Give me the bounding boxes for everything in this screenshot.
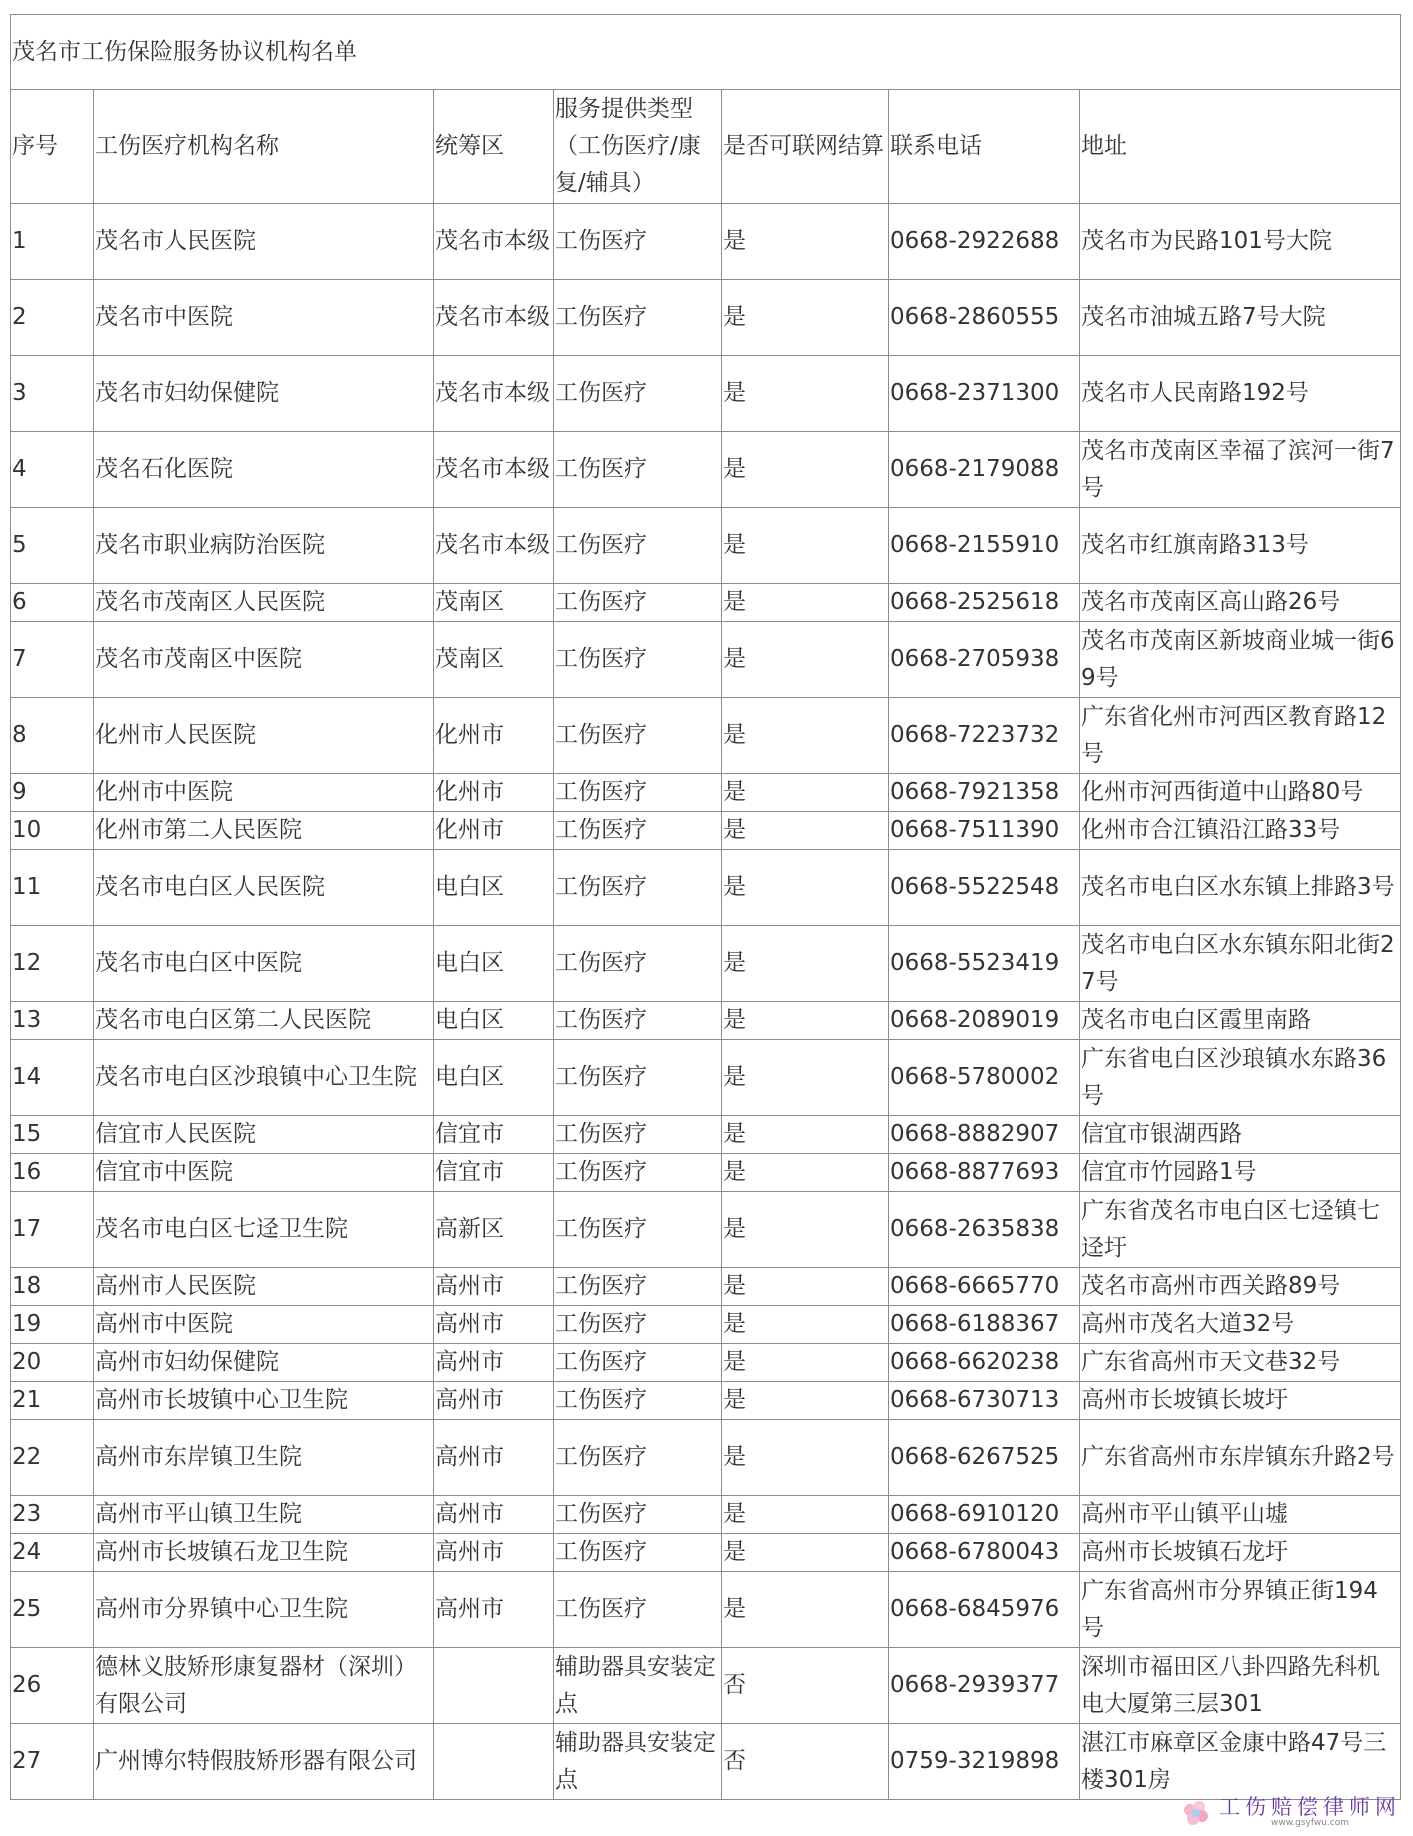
cell-phone: 0668-7223732	[889, 698, 1080, 774]
cell-online: 是	[722, 508, 889, 584]
cell-name: 茂名市电白区七迳卫生院	[94, 1192, 434, 1268]
cell-no: 9	[11, 774, 94, 812]
title-row	[11, 15, 1401, 90]
cell-phone: 0668-6730713	[889, 1382, 1080, 1420]
cell-type: 工伤医疗	[554, 1040, 722, 1116]
cell-name: 茂名市电白区人民医院	[94, 850, 434, 926]
cell-area: 高州市	[434, 1382, 554, 1420]
cell-type: 工伤医疗	[554, 356, 722, 432]
cell-name: 茂名市妇幼保健院	[94, 356, 434, 432]
cell-area: 茂名市本级	[434, 432, 554, 508]
cell-online: 是	[722, 812, 889, 850]
cell-phone: 0668-8877693	[889, 1154, 1080, 1192]
cell-type: 工伤医疗	[554, 432, 722, 508]
table-row	[11, 622, 1401, 698]
cell-type: 工伤医疗	[554, 812, 722, 850]
cell-online: 否	[722, 1648, 889, 1724]
cell-online: 是	[722, 1382, 889, 1420]
cell-phone: 0668-7921358	[889, 774, 1080, 812]
cell-area: 电白区	[434, 1002, 554, 1040]
cell-no: 21	[11, 1382, 94, 1420]
cell-no: 10	[11, 812, 94, 850]
cell-name: 茂名市电白区沙琅镇中心卫生院	[94, 1040, 434, 1116]
cell-type: 工伤医疗	[554, 1306, 722, 1344]
cell-type: 工伤医疗	[554, 1420, 722, 1496]
cell-phone: 0668-6780043	[889, 1534, 1080, 1572]
cell-phone: 0668-6188367	[889, 1306, 1080, 1344]
cell-type: 工伤医疗	[554, 584, 722, 622]
header-name: 工伤医疗机构名称	[94, 90, 434, 204]
cell-online: 是	[722, 1154, 889, 1192]
cell-no: 16	[11, 1154, 94, 1192]
cell-no: 24	[11, 1534, 94, 1572]
cell-type: 工伤医疗	[554, 1382, 722, 1420]
cell-area	[434, 1648, 554, 1724]
cell-type: 辅助器具安装定点	[554, 1648, 722, 1724]
cell-area: 高州市	[434, 1306, 554, 1344]
table-row	[11, 1648, 1401, 1724]
document	[10, 14, 1400, 1800]
cell-type: 工伤医疗	[554, 698, 722, 774]
cell-phone: 0668-2525618	[889, 584, 1080, 622]
cell-name: 茂名市职业病防治医院	[94, 508, 434, 584]
cell-phone: 0668-2155910	[889, 508, 1080, 584]
table-row	[11, 1192, 1401, 1268]
cell-address: 茂名市电白区霞里南路	[1080, 1002, 1401, 1040]
cell-address: 茂名市电白区水东镇上排路3号	[1080, 850, 1401, 926]
cell-name: 高州市东岸镇卫生院	[94, 1420, 434, 1496]
cell-address: 茂名市油城五路7号大院	[1080, 280, 1401, 356]
cell-phone: 0668-6910120	[889, 1496, 1080, 1534]
cell-online: 是	[722, 1116, 889, 1154]
cell-online: 是	[722, 1268, 889, 1306]
cell-phone: 0668-6620238	[889, 1344, 1080, 1382]
header-online: 是否可联网结算	[722, 90, 889, 204]
cell-online: 是	[722, 1534, 889, 1572]
cell-area: 茂名市本级	[434, 280, 554, 356]
cell-type: 工伤医疗	[554, 1572, 722, 1648]
cell-area: 高州市	[434, 1496, 554, 1534]
cell-name: 茂名市茂南区中医院	[94, 622, 434, 698]
cell-online: 是	[722, 280, 889, 356]
cell-address: 茂名市高州市西关路89号	[1080, 1268, 1401, 1306]
cell-no: 19	[11, 1306, 94, 1344]
cell-area: 电白区	[434, 850, 554, 926]
cell-type: 工伤医疗	[554, 508, 722, 584]
cell-address: 茂名市茂南区高山路26号	[1080, 584, 1401, 622]
cell-phone: 0668-7511390	[889, 812, 1080, 850]
table-row	[11, 850, 1401, 926]
cell-no: 13	[11, 1002, 94, 1040]
cell-phone: 0668-2179088	[889, 432, 1080, 508]
cell-type: 工伤医疗	[554, 204, 722, 280]
header-area: 统筹区	[434, 90, 554, 204]
cell-no: 7	[11, 622, 94, 698]
flower-logo-icon	[1179, 1798, 1213, 1828]
table-row	[11, 1724, 1401, 1800]
cell-no: 1	[11, 204, 94, 280]
watermark	[1179, 1796, 1401, 1828]
cell-no: 25	[11, 1572, 94, 1648]
cell-type: 工伤医疗	[554, 774, 722, 812]
table-row	[11, 698, 1401, 774]
cell-name: 茂名石化医院	[94, 432, 434, 508]
table-row	[11, 204, 1401, 280]
cell-type: 工伤医疗	[554, 1154, 722, 1192]
cell-type: 工伤医疗	[554, 1192, 722, 1268]
cell-name: 高州市长坡镇中心卫生院	[94, 1382, 434, 1420]
cell-area: 茂名市本级	[434, 204, 554, 280]
cell-type: 工伤医疗	[554, 926, 722, 1002]
cell-online: 是	[722, 926, 889, 1002]
cell-type: 工伤医疗	[554, 1496, 722, 1534]
table-row	[11, 1154, 1401, 1192]
cell-online: 是	[722, 850, 889, 926]
cell-address: 化州市河西街道中山路80号	[1080, 774, 1401, 812]
cell-address: 湛江市麻章区金康中路47号三楼301房	[1080, 1724, 1401, 1800]
watermark-url: www.gsyfwu.com	[1270, 1818, 1349, 1828]
cell-phone: 0668-2635838	[889, 1192, 1080, 1268]
header-no: 序号	[11, 90, 94, 204]
table-row	[11, 432, 1401, 508]
cell-name: 高州市平山镇卫生院	[94, 1496, 434, 1534]
cell-area: 茂名市本级	[434, 356, 554, 432]
cell-area: 高州市	[434, 1344, 554, 1382]
cell-online: 是	[722, 622, 889, 698]
table-row	[11, 356, 1401, 432]
cell-name: 高州市妇幼保健院	[94, 1344, 434, 1382]
table-row	[11, 1382, 1401, 1420]
cell-address: 高州市茂名大道32号	[1080, 1306, 1401, 1344]
table-row	[11, 508, 1401, 584]
cell-type: 工伤医疗	[554, 1534, 722, 1572]
cell-name: 高州市中医院	[94, 1306, 434, 1344]
table-row	[11, 1116, 1401, 1154]
cell-phone: 0668-6665770	[889, 1268, 1080, 1306]
cell-name: 茂名市中医院	[94, 280, 434, 356]
cell-phone: 0668-2860555	[889, 280, 1080, 356]
cell-phone: 0759-3219898	[889, 1724, 1080, 1800]
cell-type: 工伤医疗	[554, 1002, 722, 1040]
cell-phone: 0668-5523419	[889, 926, 1080, 1002]
table-row	[11, 1496, 1401, 1534]
cell-address: 信宜市银湖西路	[1080, 1116, 1401, 1154]
cell-phone: 0668-2371300	[889, 356, 1080, 432]
cell-name: 信宜市中医院	[94, 1154, 434, 1192]
cell-online: 是	[722, 1496, 889, 1534]
table-row	[11, 1040, 1401, 1116]
cell-no: 6	[11, 584, 94, 622]
table-row	[11, 1572, 1401, 1648]
cell-no: 4	[11, 432, 94, 508]
cell-area: 高新区	[434, 1192, 554, 1268]
cell-address: 广东省茂名市电白区七迳镇七迳圩	[1080, 1192, 1401, 1268]
cell-type: 工伤医疗	[554, 1344, 722, 1382]
table-row	[11, 584, 1401, 622]
cell-address: 信宜市竹园路1号	[1080, 1154, 1401, 1192]
cell-address: 深圳市福田区八卦四路先科机电大厦第三层301	[1080, 1648, 1401, 1724]
cell-name: 德林义肢矫形康复器材（深圳）有限公司	[94, 1648, 434, 1724]
cell-type: 工伤医疗	[554, 850, 722, 926]
cell-address: 广东省化州市河西区教育路12号	[1080, 698, 1401, 774]
table-row	[11, 812, 1401, 850]
header-row	[11, 90, 1401, 204]
cell-address: 广东省高州市分界镇正街194号	[1080, 1572, 1401, 1648]
cell-online: 是	[722, 1306, 889, 1344]
cell-area: 茂南区	[434, 622, 554, 698]
cell-no: 11	[11, 850, 94, 926]
cell-address: 茂名市红旗南路313号	[1080, 508, 1401, 584]
cell-phone: 0668-2705938	[889, 622, 1080, 698]
cell-address: 茂名市茂南区新坡商业城一街69号	[1080, 622, 1401, 698]
cell-name: 茂名市茂南区人民医院	[94, 584, 434, 622]
cell-no: 22	[11, 1420, 94, 1496]
cell-phone: 0668-2939377	[889, 1648, 1080, 1724]
table-row	[11, 1344, 1401, 1382]
cell-area	[434, 1724, 554, 1800]
cell-area: 化州市	[434, 812, 554, 850]
cell-address: 茂名市电白区水东镇东阳北街27号	[1080, 926, 1401, 1002]
cell-area: 电白区	[434, 1040, 554, 1116]
table-title: 茂名市工伤保险服务协议机构名单	[11, 15, 1401, 90]
cell-online: 是	[722, 356, 889, 432]
cell-no: 15	[11, 1116, 94, 1154]
cell-phone: 0668-2089019	[889, 1002, 1080, 1040]
cell-no: 3	[11, 356, 94, 432]
cell-phone: 0668-6845976	[889, 1572, 1080, 1648]
header-type: 服务提供类型（工伤医疗/康复/辅具）	[554, 90, 722, 204]
cell-no: 14	[11, 1040, 94, 1116]
cell-area: 高州市	[434, 1268, 554, 1306]
cell-no: 26	[11, 1648, 94, 1724]
cell-online: 是	[722, 1192, 889, 1268]
cell-area: 茂南区	[434, 584, 554, 622]
cell-area: 化州市	[434, 698, 554, 774]
cell-name: 化州市第二人民医院	[94, 812, 434, 850]
cell-area: 化州市	[434, 774, 554, 812]
cell-no: 20	[11, 1344, 94, 1382]
cell-area: 电白区	[434, 926, 554, 1002]
cell-area: 信宜市	[434, 1154, 554, 1192]
table-row	[11, 1268, 1401, 1306]
cell-area: 高州市	[434, 1420, 554, 1496]
cell-type: 工伤医疗	[554, 1268, 722, 1306]
cell-area: 信宜市	[434, 1116, 554, 1154]
cell-online: 否	[722, 1724, 889, 1800]
cell-area: 高州市	[434, 1534, 554, 1572]
cell-no: 5	[11, 508, 94, 584]
institution-table	[10, 14, 1401, 1800]
cell-online: 是	[722, 432, 889, 508]
cell-no: 17	[11, 1192, 94, 1268]
cell-name: 高州市分界镇中心卫生院	[94, 1572, 434, 1648]
cell-name: 高州市长坡镇石龙卫生院	[94, 1534, 434, 1572]
watermark-text: 工伤赔偿律师网	[1219, 1795, 1401, 1819]
cell-address: 化州市合江镇沿江路33号	[1080, 812, 1401, 850]
cell-address: 高州市平山镇平山墟	[1080, 1496, 1401, 1534]
header-address: 地址	[1080, 90, 1401, 204]
cell-online: 是	[722, 204, 889, 280]
cell-no: 23	[11, 1496, 94, 1534]
cell-type: 工伤医疗	[554, 622, 722, 698]
header-phone: 联系电话	[889, 90, 1080, 204]
cell-phone: 0668-5522548	[889, 850, 1080, 926]
table-row	[11, 280, 1401, 356]
cell-no: 18	[11, 1268, 94, 1306]
cell-no: 8	[11, 698, 94, 774]
cell-area: 高州市	[434, 1572, 554, 1648]
cell-phone: 0668-2922688	[889, 204, 1080, 280]
cell-name: 化州市中医院	[94, 774, 434, 812]
cell-address: 广东省高州市天文巷32号	[1080, 1344, 1401, 1382]
cell-name: 广州博尔特假肢矫形器有限公司	[94, 1724, 434, 1800]
table-row	[11, 1306, 1401, 1344]
cell-online: 是	[722, 1420, 889, 1496]
cell-name: 高州市人民医院	[94, 1268, 434, 1306]
cell-name: 化州市人民医院	[94, 698, 434, 774]
cell-address: 广东省高州市东岸镇东升路2号	[1080, 1420, 1401, 1496]
cell-online: 是	[722, 774, 889, 812]
cell-address: 茂名市茂南区幸福了滨河一街7号	[1080, 432, 1401, 508]
table-row	[11, 1002, 1401, 1040]
cell-online: 是	[722, 698, 889, 774]
cell-online: 是	[722, 1040, 889, 1116]
cell-phone: 0668-5780002	[889, 1040, 1080, 1116]
table-row	[11, 926, 1401, 1002]
cell-name: 茂名市人民医院	[94, 204, 434, 280]
cell-online: 是	[722, 1002, 889, 1040]
cell-name: 茂名市电白区中医院	[94, 926, 434, 1002]
cell-address: 茂名市人民南路192号	[1080, 356, 1401, 432]
cell-phone: 0668-6267525	[889, 1420, 1080, 1496]
cell-name: 信宜市人民医院	[94, 1116, 434, 1154]
table-row	[11, 1534, 1401, 1572]
cell-online: 是	[722, 1344, 889, 1382]
cell-type: 工伤医疗	[554, 280, 722, 356]
table-row	[11, 774, 1401, 812]
cell-area: 茂名市本级	[434, 508, 554, 584]
table-row	[11, 1420, 1401, 1496]
cell-online: 是	[722, 1572, 889, 1648]
cell-address: 高州市长坡镇石龙圩	[1080, 1534, 1401, 1572]
cell-type: 工伤医疗	[554, 1116, 722, 1154]
cell-address: 广东省电白区沙琅镇水东路36号	[1080, 1040, 1401, 1116]
cell-phone: 0668-8882907	[889, 1116, 1080, 1154]
cell-name: 茂名市电白区第二人民医院	[94, 1002, 434, 1040]
cell-address: 高州市长坡镇长坡圩	[1080, 1382, 1401, 1420]
cell-no: 2	[11, 280, 94, 356]
cell-type: 辅助器具安装定点	[554, 1724, 722, 1800]
cell-address: 茂名市为民路101号大院	[1080, 204, 1401, 280]
cell-online: 是	[722, 584, 889, 622]
cell-no: 27	[11, 1724, 94, 1800]
cell-no: 12	[11, 926, 94, 1002]
